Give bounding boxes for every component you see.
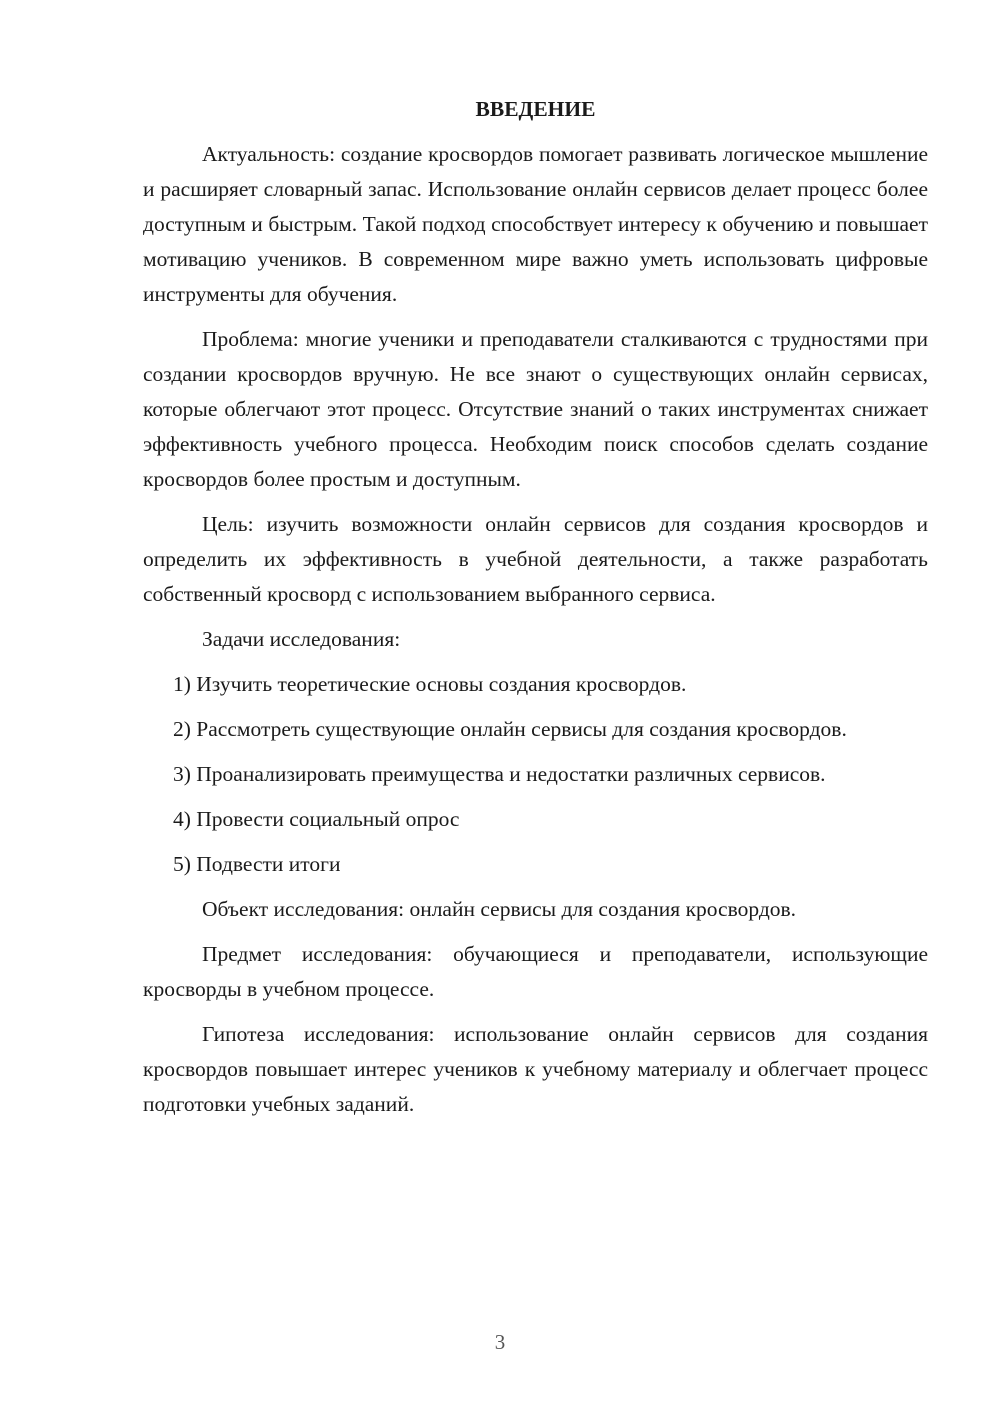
task-item-1: 1) Изучить теоретические основы создания кросвордов. (173, 672, 687, 696)
task-item-4: 4) Провести социальный опрос (173, 807, 460, 831)
task-item-5: 5) Подвести итоги (173, 852, 341, 876)
goal-paragraph: Цель: изучить возможности онлайн сервисов для создания кросвордов и определить их эффективность в учебной деятельности, а также разработать собственный кросворд с использованием выбранного сервиса. (143, 512, 928, 606)
tasks-title: Задачи исследования: (202, 627, 401, 651)
problem-paragraph: Проблема: многие ученики и преподаватели сталкиваются с трудностями при создании кросвордов вручную. Не все знают о существующих онлайн сервисах, которые облегчают этот процесс. Отсутствие знаний о таких инструментах снижает эффективность учебного процесса. Необходим поиск способов сделать создание кросвордов более простым и доступным. (143, 327, 928, 491)
subject-paragraph: Предмет исследования: обучающиеся и преподаватели, использующие кросворды в учебном процессе. (143, 942, 928, 1001)
hypothesis-paragraph: Гипотеза исследования: использование онлайн сервисов для создания кросвордов повышает интерес учеников к учебному материалу и облегчает процесс подготовки учебных заданий. (143, 1022, 928, 1116)
object-paragraph: Объект исследования: онлайн сервисы для создания кросвордов. (202, 897, 797, 921)
task-item-3: 3) Проанализировать преимущества и недостатки различных сервисов. (173, 762, 826, 786)
task-item-2: 2) Рассмотреть существующие онлайн сервисы для создания кросвордов. (173, 717, 847, 741)
page-number: 3 (494, 1330, 506, 1354)
relevance-paragraph: Актуальность: создание кросвордов помогает развивать логическое мышление и расширяет словарный запас. Использование онлайн сервисов делает процесс более доступным и быстрым. Такой подход способствует интересу к обучению и повышает мотивацию учеников. В современном мире важно уметь использовать цифровые инструменты для обучения. (143, 142, 928, 306)
page-heading: ВВЕДЕНИЕ (475, 97, 596, 121)
document-page (143, 92, 928, 1132)
